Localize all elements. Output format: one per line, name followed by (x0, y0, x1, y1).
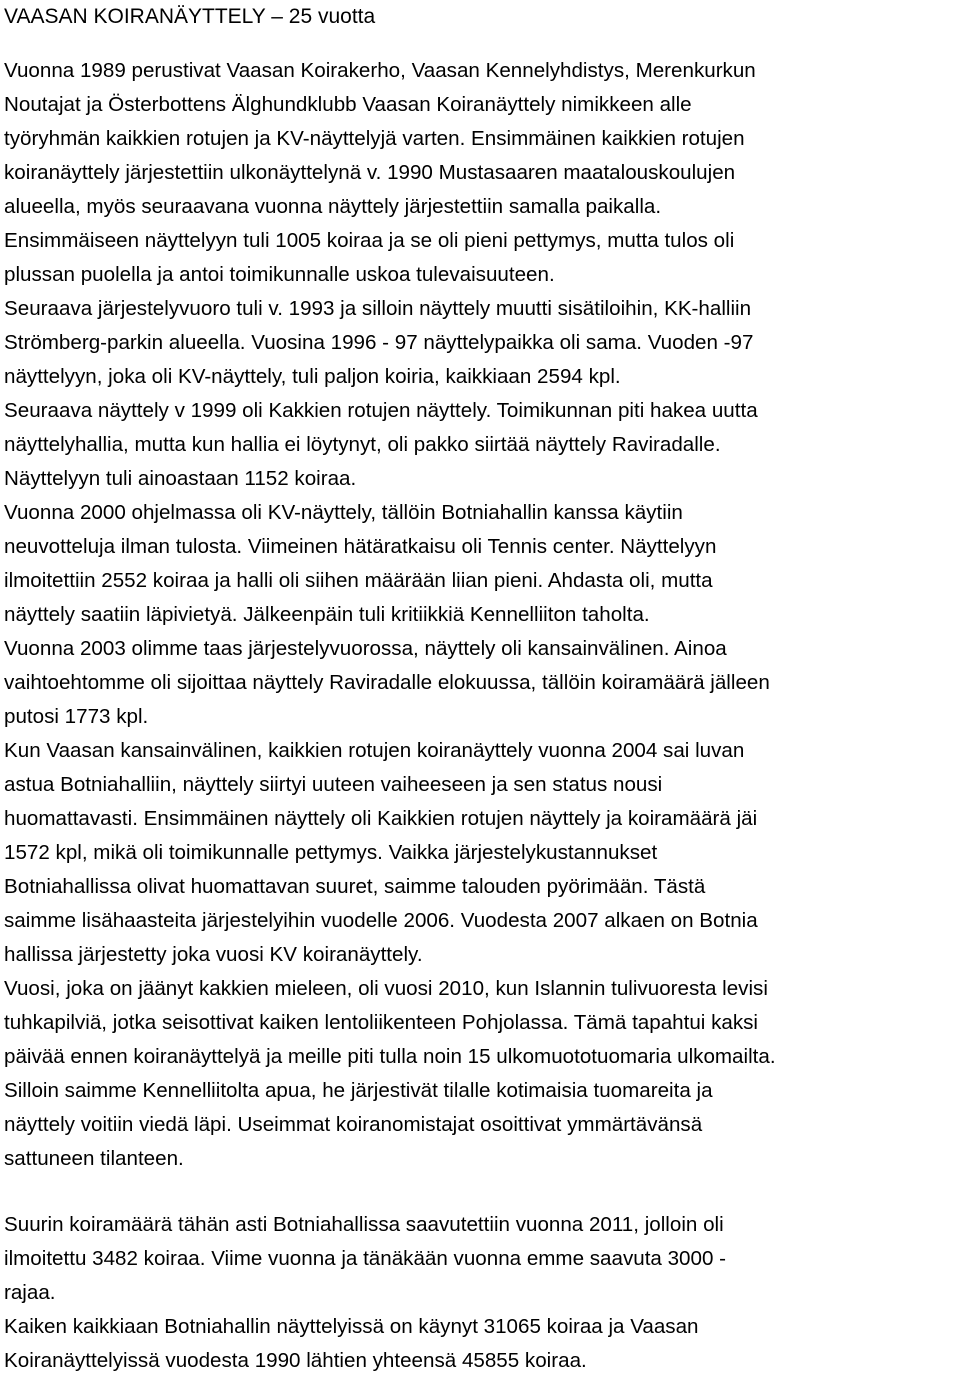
text-line: työryhmän kaikkien rotujen ja KV-näyttelyjä varten. Ensimmäinen kaikkien rotujen (4, 127, 745, 150)
text-line: astua Botniahalliin, näyttely siirtyi uuteen vaiheeseen ja sen status nousi (4, 773, 663, 796)
text-line: Suurin koiramäärä tähän asti Botniahallissa saavutettiin vuonna 2011, jolloin oli (4, 1213, 724, 1236)
text-line: sattuneen tilanteen. (4, 1147, 184, 1170)
text-line: 1572 kpl, mikä oli toimikunnalle pettymys. Vaikka järjestelykustannukset (4, 841, 658, 864)
text-line: näyttely voitiin viedä läpi. Useimmat koiranomistajat osoittivat ymmärtävänsä (4, 1113, 703, 1136)
text-line: päivää ennen koiranäyttelyä ja meille piti tulla noin 15 ulkomuototuomaria ulkomailta. (4, 1045, 776, 1068)
text-line: neuvotteluja ilman tulosta. Viimeinen hätäratkaisu oli Tennis center. Näyttelyyn (4, 535, 717, 558)
text-line: Näyttelyyn tuli ainoastaan 1152 koiraa. (4, 467, 357, 490)
text-line: putosi 1773 kpl. (4, 705, 149, 728)
text-line: Vuonna 2000 ohjelmassa oli KV-näyttely, tällöin Botniahallin kanssa käytiin (4, 501, 683, 524)
text-line: hallissa järjestetty joka vuosi KV koiranäyttely. (4, 943, 423, 966)
text-line: rajaa. (4, 1281, 56, 1304)
text-line: näyttelyyn, joka oli KV-näyttely, tuli paljon koiria, kaikkiaan 2594 kpl. (4, 365, 621, 388)
text-line: Botniahallissa olivat huomattavan suuret, saimme talouden pyörimään. Tästä (4, 875, 706, 898)
text-line: Koiranäyttelyissä vuodesta 1990 lähtien yhteensä 45855 koiraa. (4, 1349, 587, 1372)
text-line: näyttely saatiin läpivietyä. Jälkeenpäin tuli kritiikkiä Kennelliiton taholta. (4, 603, 650, 626)
text-line: plussan puolella ja antoi toimikunnalle uskoa tulevaisuuteen. (4, 263, 555, 286)
text-line: Kun Vaasan kansainvälinen, kaikkien rotujen koiranäyttely vuonna 2004 sai luvan (4, 739, 745, 762)
text-line: koiranäyttely järjestettiin ulkonäyttelynä v. 1990 Mustasaaren maatalouskoulujen (4, 161, 736, 184)
text-line: Vuonna 1989 perustivat Vaasan Koirakerho, Vaasan Kennelyhdistys, Merenkurkun (4, 59, 756, 82)
text-line: Seuraava näyttely v 1999 oli Kakkien rotujen näyttely. Toimikunnan piti hakea uutta (4, 399, 758, 422)
text-line: alueella, myös seuraavana vuonna näyttely järjestettiin samalla paikalla. (4, 195, 662, 218)
text-line: ilmoitettu 3482 koiraa. Viime vuonna ja tänäkään vuonna emme saavuta 3000 - (4, 1247, 726, 1270)
text-line: vaihtoehtomme oli sijoittaa näyttely Raviradalle elokuussa, tällöin koiramäärä jälleen (4, 671, 770, 694)
text-line: Ensimmäiseen näyttelyyn tuli 1005 koiraa ja se oli pieni pettymys, mutta tulos oli (4, 229, 735, 252)
text-line: Strömberg-parkin alueella. Vuosina 1996 - 97 näyttelypaikka oli sama. Vuoden -97 (4, 331, 754, 354)
text-line: saimme lisähaasteita järjestelyihin vuodelle 2006. Vuodesta 2007 alkaen on Botnia (4, 909, 758, 932)
text-line: Noutajat ja Österbottens Älghundklubb Vaasan Koiranäyttely nimikkeen alle (4, 93, 692, 116)
text-line: Silloin saimme Kennelliitolta apua, he järjestivät tilalle kotimaisia tuomareita ja (4, 1079, 713, 1102)
text-line: tuhkapilviä, jotka seisottivat kaiken lentoliikenteen Pohjolassa. Tämä tapahtui kaksi (4, 1011, 759, 1034)
text-line: Kaiken kaikkiaan Botniahallin näyttelyissä on käynyt 31065 koiraa ja Vaasan (4, 1315, 699, 1338)
text-line: ilmoitettiin 2552 koiraa ja halli oli siihen määrään liian pieni. Ahdasta oli, mutta (4, 569, 713, 592)
text-line: Seuraava järjestelyvuoro tuli v. 1993 ja silloin näyttely muutti sisätiloihin, KK-halliin (4, 297, 752, 320)
text-line: Vuosi, joka on jäänyt kakkien mieleen, oli vuosi 2010, kun Islannin tulivuoresta levisi (4, 977, 768, 1000)
text-line: näyttelyhallia, mutta kun hallia ei löytynyt, oli pakko siirtää näyttely Raviradalle. (4, 433, 721, 456)
document-title: VAASAN KOIRANÄYTTELY – 25 vuotta (4, 5, 376, 28)
text-line: Vuonna 2003 olimme taas järjestelyvuorossa, näyttely oli kansainvälinen. Ainoa (4, 637, 727, 660)
text-line: huomattavasti. Ensimmäinen näyttely oli Kaikkien rotujen näyttely ja koiramäärä jäi (4, 807, 758, 830)
